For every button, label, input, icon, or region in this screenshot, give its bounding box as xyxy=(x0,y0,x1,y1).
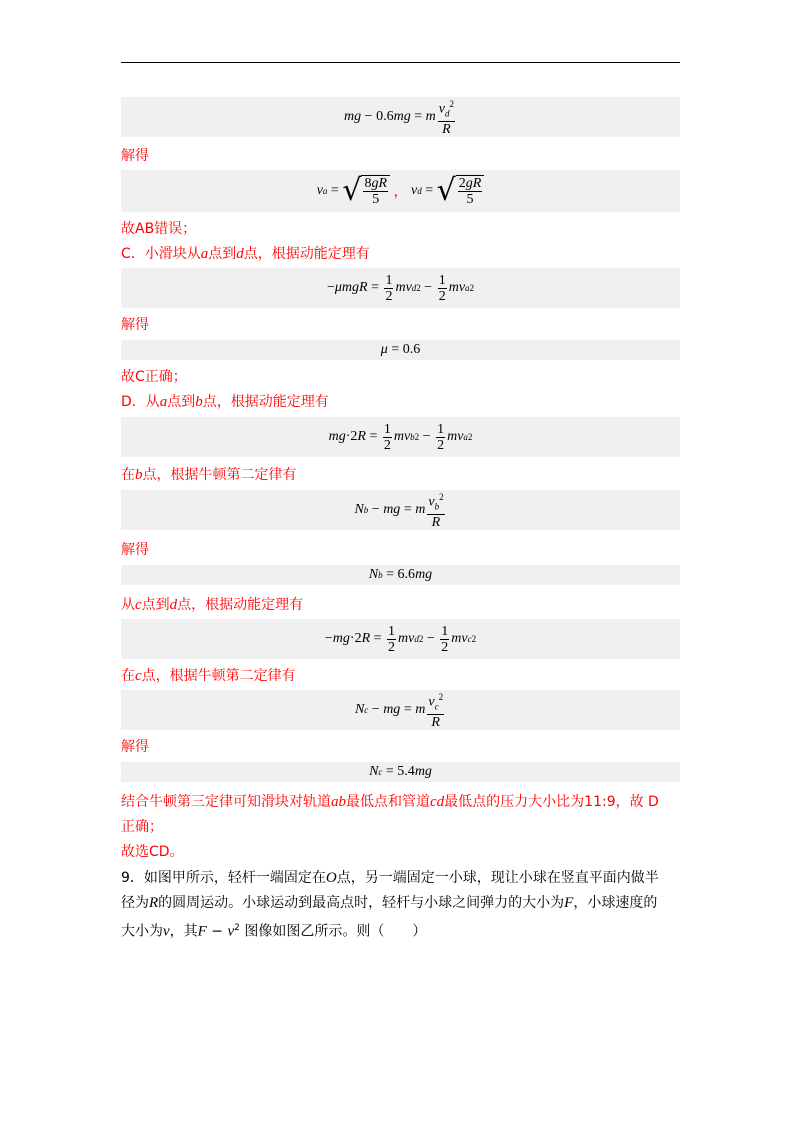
solve-label-2: 解得 xyxy=(121,317,149,333)
equation-2: v a = √ $\frac{8gR}{5}$ ， v d = √ $\frac{2gR}{5}$ xyxy=(121,170,680,212)
conclusion-c: 故C正确； xyxy=(121,369,187,385)
equation-8: − mg ·2 R = $\frac{1}{2}$ mv d 2 − $\frac{1}{2}$ mv c 2 xyxy=(121,619,680,659)
question-9-line2: 径为R的圆周运动。小球运动到最高点时，轻杆与小球之间弹力的大小为F，小球速度的 xyxy=(121,895,658,911)
at-c-text: 在c点，根据牛顿第二定律有 xyxy=(121,668,296,684)
header-rule xyxy=(121,62,680,63)
option-d-text: D．从a点到b点，根据动能定理有 xyxy=(121,394,329,410)
equation-4: μ = 0.6 xyxy=(121,340,680,360)
c-to-d-text: 从c点到d点，根据动能定理有 xyxy=(121,597,304,613)
solve-label-4: 解得 xyxy=(121,739,149,755)
option-c-text: C．小滑块从a点到d点，根据动能定理有 xyxy=(121,246,370,262)
equation-10: N c = 5.4 mg xyxy=(121,762,680,782)
equation-9: N c − mg = m $\frac{v_c^2}{R}$ xyxy=(121,690,680,730)
conclusion-ab: 故AB错误； xyxy=(121,221,197,237)
equation-1: mg − 0.6 mg = m $\frac{v_d^2}{R}$ xyxy=(121,97,680,137)
combine-text-line1: 结合牛顿第三定律可知滑块对轨道ab最低点和管道cd最低点的压力大小比为11:9，故 D xyxy=(121,794,659,810)
solve-label-3: 解得 xyxy=(121,542,149,558)
at-b-text: 在b点，根据牛顿第二定律有 xyxy=(121,467,297,483)
question-9-line3: 大小为v，其$F - v^2$ 图像如图乙所示。则（ ） xyxy=(121,923,427,940)
question-9-line1: 9．如图甲所示，轻杆一端固定在O点，另一端固定一小球，现让小球在竖直平面内做半 xyxy=(121,870,659,886)
combine-text-line2: 正确； xyxy=(121,819,163,835)
solve-label-1: 解得 xyxy=(121,148,149,164)
equation-7: N b = 6.6 mg xyxy=(121,565,680,585)
answer-text: 故选CD。 xyxy=(121,844,184,860)
equation-5: mg ·2 R = $\frac{1}{2}$ mv b 2 − $\frac{1}{2}$ mv a 2 xyxy=(121,417,680,457)
equation-3: − μmgR = $\frac{1}{2}$ mv d 2 − $\frac{1}{2}$ mv a 2 xyxy=(121,268,680,308)
equation-6: N b − mg = m $\frac{v_b^2}{R}$ xyxy=(121,490,680,530)
